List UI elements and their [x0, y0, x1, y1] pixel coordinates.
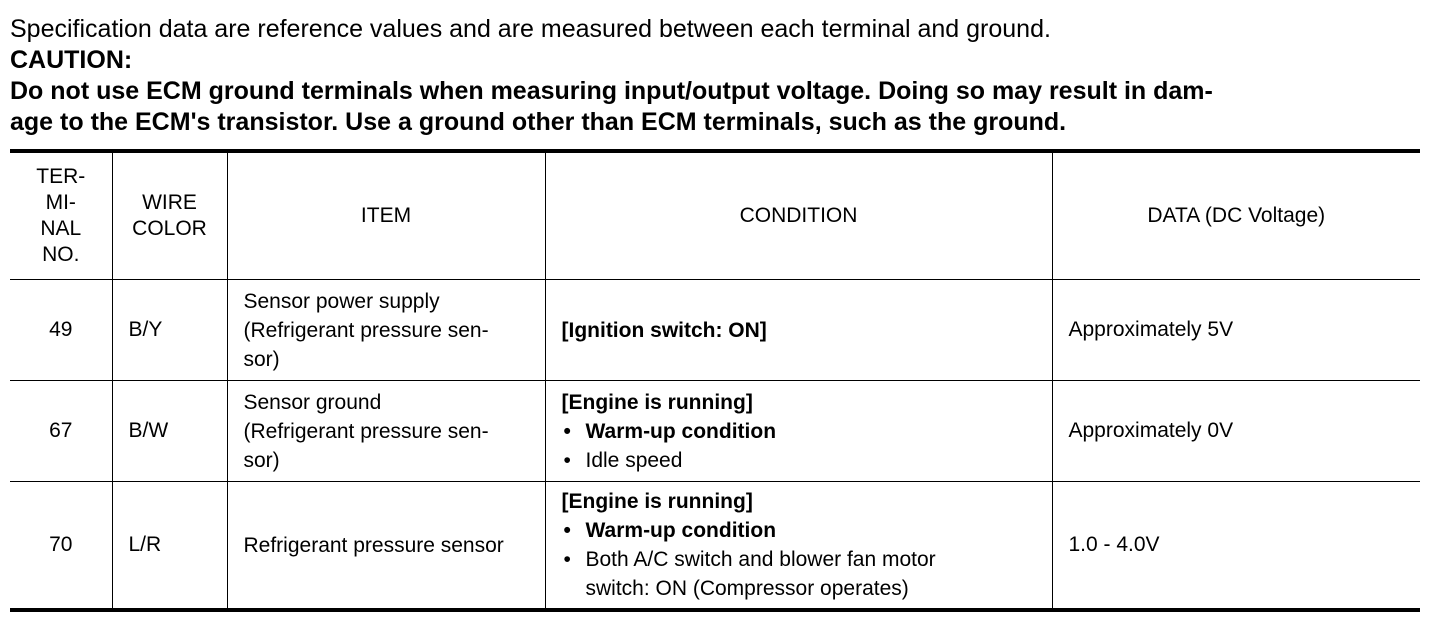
caution-text-line-1: Do not use ECM ground terminals when measuring input/output voltage. Doing so may result in dam- — [10, 77, 1213, 105]
table-row — [10, 482, 1420, 611]
condition-item-text: Idle speed — [585, 448, 683, 472]
condition-item — [562, 417, 1052, 446]
bullet-icon: • — [563, 519, 571, 542]
wire-color-cell: L/R — [112, 482, 227, 611]
header-terminal-no — [10, 151, 112, 280]
condition-item-text: Warm-up condition — [585, 519, 777, 542]
header-wire-color — [112, 151, 227, 280]
terminal-cell: 67 — [10, 381, 112, 482]
condition-item-text-continued: switch: ON (Compressor operates) — [585, 577, 909, 600]
data-cell: Approximately 5V — [1052, 280, 1420, 381]
wire-color-cell: B/Y — [112, 280, 227, 381]
condition-cell — [545, 280, 1052, 381]
caution-label: CAUTION: — [10, 46, 133, 74]
condition-cell — [545, 381, 1052, 482]
item-line: (Refrigerant pressure sen- — [243, 318, 489, 342]
condition-heading: [Engine is running] — [561, 490, 753, 513]
item-cell — [227, 280, 545, 381]
bullet-icon: • — [563, 448, 571, 472]
condition-item — [562, 446, 1052, 475]
condition-heading: [Engine is running] — [561, 390, 753, 414]
header-condition: CONDITION — [545, 151, 1052, 280]
condition-item — [562, 545, 1052, 603]
condition-list — [562, 417, 1052, 475]
item-line: Sensor power supply — [243, 289, 440, 313]
wire-color-cell: B/W — [112, 381, 227, 482]
data-cell: 1.0 - 4.0V — [1052, 482, 1420, 611]
table-row — [10, 280, 1420, 381]
table-row — [10, 381, 1420, 482]
item-line: sor) — [243, 347, 280, 371]
bullet-icon: • — [563, 548, 571, 571]
item-cell — [227, 482, 545, 611]
header-terminal-line: NO. — [42, 243, 80, 266]
condition-list — [562, 516, 1052, 603]
terminal-cell: 49 — [10, 280, 112, 381]
caution-text-line-2: age to the ECM's transistor. Use a ground other than ECM terminals, such as the ground. — [10, 108, 1067, 136]
header-wire-line: COLOR — [132, 217, 207, 240]
table-header-row — [10, 151, 1420, 280]
condition-item-text: Both A/C switch and blower fan motor — [585, 548, 936, 571]
condition-item — [562, 516, 1052, 545]
item-line: sor) — [243, 448, 280, 472]
terminal-cell: 70 — [10, 482, 112, 611]
condition-heading: [Ignition switch: ON] — [561, 318, 767, 342]
header-terminal-line: TER- — [36, 165, 86, 188]
spec-note: Specification data are reference values and are measured between each terminal and ground. — [10, 15, 1051, 43]
terminal-spec-table — [10, 149, 1420, 612]
bullet-icon: • — [563, 419, 571, 443]
condition-cell — [545, 482, 1052, 611]
item-line: Refrigerant pressure sensor — [243, 533, 504, 557]
header-item: ITEM — [227, 151, 545, 280]
intro-block — [10, 14, 1422, 138]
header-terminal-line: NAL — [40, 217, 82, 240]
header-terminal-line: MI- — [45, 191, 76, 214]
item-cell — [227, 381, 545, 482]
header-wire-line: WIRE — [142, 191, 197, 214]
item-line: Sensor ground — [243, 390, 382, 414]
header-data: DATA (DC Voltage) — [1052, 151, 1420, 280]
data-cell: Approximately 0V — [1052, 381, 1420, 482]
condition-item-text: Warm-up condition — [585, 419, 777, 443]
item-line: (Refrigerant pressure sen- — [243, 419, 489, 443]
